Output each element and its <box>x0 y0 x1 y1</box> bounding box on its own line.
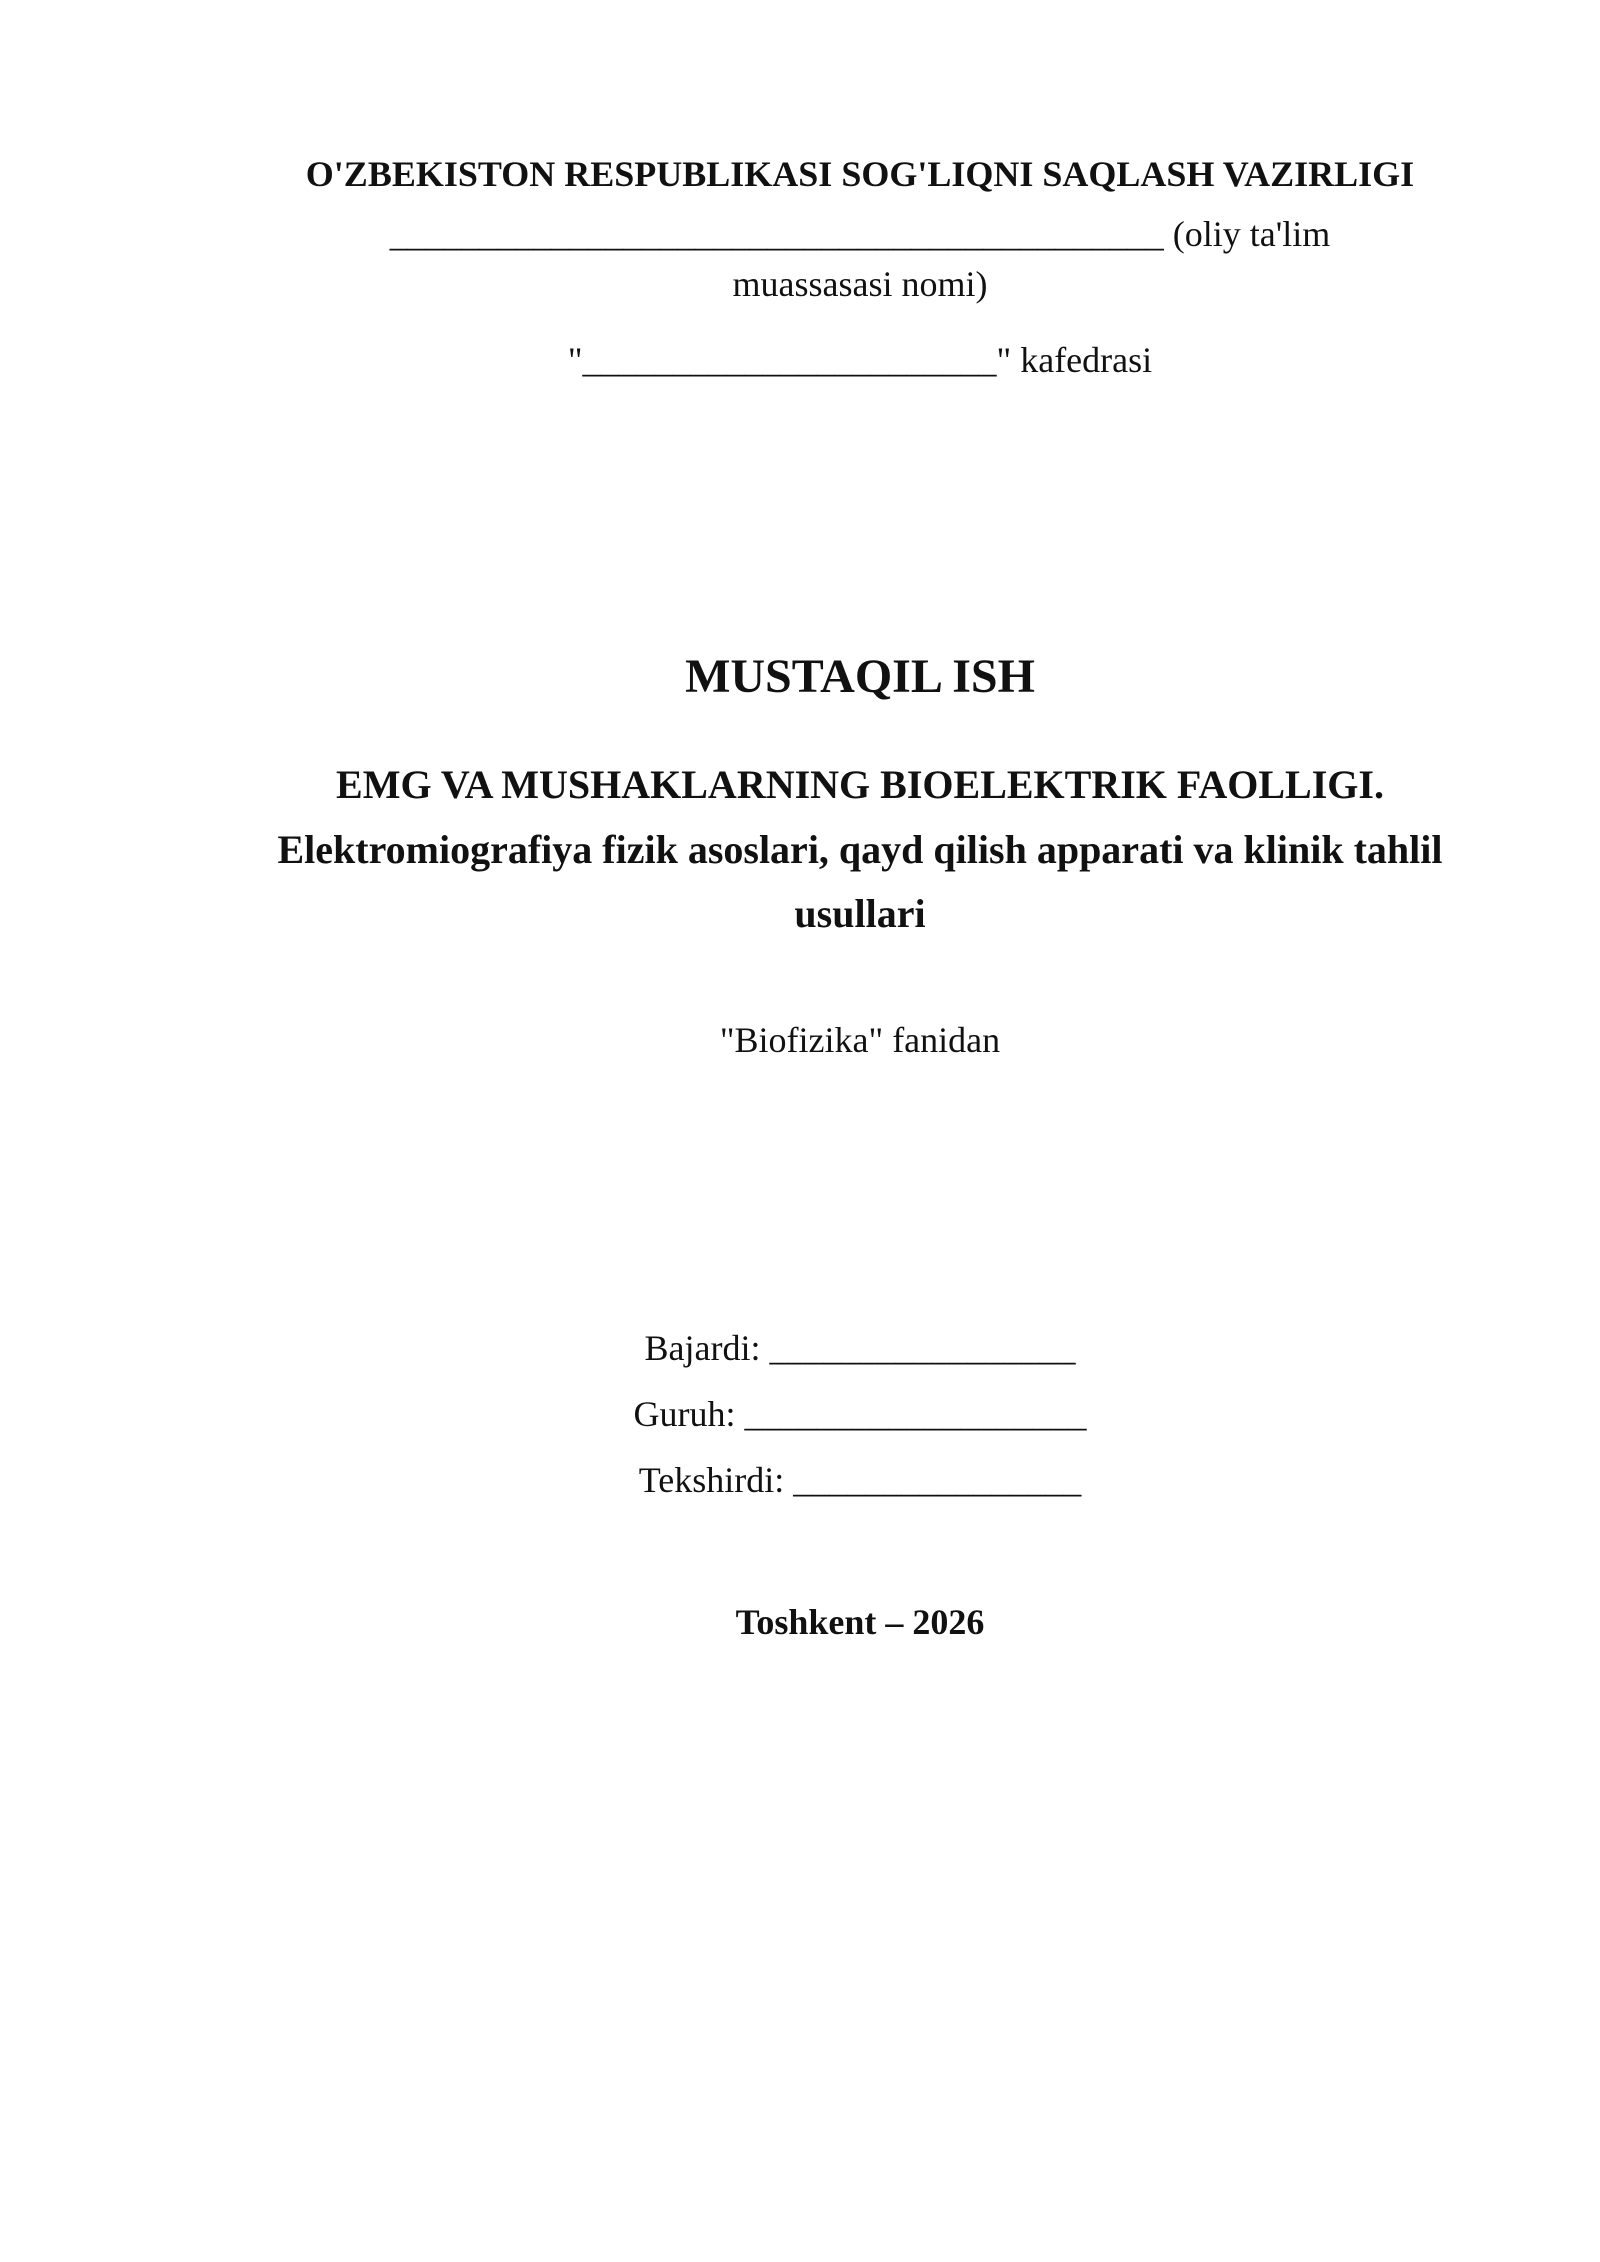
work-type-heading: MUSTAQIL ISH <box>685 650 1035 703</box>
signature-checked-by: Tekshirdi: ________________ <box>638 1460 1082 1500</box>
subject-line: "Biofizika" fanidan <box>719 1020 1001 1060</box>
department-line: "_______________________" kafedrasi <box>567 340 1153 380</box>
signature-performed-by: Bajardi: _________________ <box>644 1328 1076 1368</box>
ministry-heading: O'ZBEKISTON RESPUBLIKASI SOG'LIQNI SAQLASH VAZIRLIGI <box>305 154 1415 194</box>
document-subtitle: Elektromiografiya fizik asoslari, qayd qilish apparati va klinik tahlil usullari <box>277 827 1443 936</box>
signature-group: Guruh: ___________________ <box>633 1394 1087 1434</box>
city-year: Toshkent – 2026 <box>735 1602 985 1642</box>
document-title: EMG VA MUSHAKLARNING BIOELEKTRIK FAOLLIGI. <box>336 762 1384 807</box>
institution-name-line-2: muassasasi nomi) <box>732 264 988 304</box>
institution-name-line-1: ___________________________________________ (oliy ta'lim <box>389 214 1331 254</box>
